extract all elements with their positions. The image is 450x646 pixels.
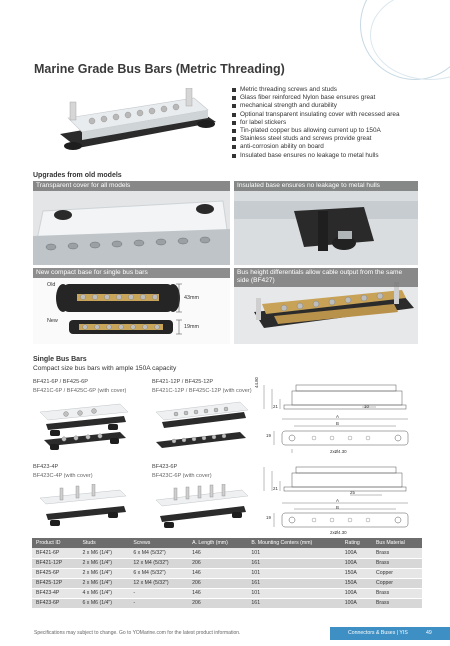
page-number: 49 (426, 630, 432, 636)
table-cell: 101 (247, 568, 340, 578)
table-cell: 100A (341, 598, 372, 608)
photo-height-differential (234, 268, 418, 344)
table-row (32, 568, 422, 578)
model-group (152, 463, 212, 481)
table-cell: 161 (247, 598, 340, 608)
table-cell: 100A (341, 548, 372, 558)
model-name-cover: BF421C-6P / BF425C-6P (with cover) (33, 388, 127, 394)
upgrades-heading: Upgrades from old models (33, 172, 122, 179)
feature-list (232, 86, 432, 160)
table-cell: 206 (188, 578, 247, 588)
dim-label: B (336, 505, 339, 510)
table-cell: BF425-6P (32, 568, 78, 578)
table-cell: 6 x M6 (1/4") (78, 598, 129, 608)
column-header: Studs (78, 538, 129, 548)
model-group (152, 378, 252, 396)
photo-caption: Insulated base ensures no leakage to metal hulls (234, 181, 418, 191)
dim-label: 44.80 (254, 377, 259, 388)
model-group (33, 463, 93, 481)
table-cell: 12 x M4 (5/32") (129, 558, 188, 568)
column-header: A. Length (mm) (188, 538, 247, 548)
table-header-row (32, 538, 422, 548)
photo-transparent-cover (33, 181, 230, 265)
label-old: Old (47, 282, 56, 288)
dimension-old: 43mm (184, 295, 199, 301)
specs-table (32, 538, 422, 609)
photo-compact-base (33, 268, 230, 344)
table-cell: 2 x M6 (1/4") (78, 548, 129, 558)
table-cell: 6 x M4 (5/32") (129, 568, 188, 578)
table-cell: BF425-12P (32, 578, 78, 588)
page-title: Marine Grade Bus Bars (Metric Threading) (34, 62, 285, 76)
table-cell: Brass (372, 548, 422, 558)
hero-product-image (48, 88, 218, 160)
dim-label: 2xØ4.30 (330, 530, 347, 535)
model-name: BF423-6P (152, 464, 178, 470)
feature-item: Metric threading screws and studs (232, 86, 432, 94)
table-row (32, 578, 422, 588)
table-cell: 12 x M4 (5/32") (129, 578, 188, 588)
table-cell: BF423-6P (32, 598, 78, 608)
feature-item: Optional transparent insulating cover with recessed area (232, 111, 432, 119)
feature-item-continuation: anti-corrosion ability on board (232, 143, 432, 151)
product-image-bf423-4p (36, 484, 132, 530)
photo-insulated-base-image (234, 181, 418, 265)
feature-item: Glass fiber reinforced Nylon base ensures great (232, 94, 432, 102)
feature-item: Insulated base ensures no leakage to metal hulls (232, 152, 432, 160)
dim-label: 19 (266, 515, 271, 520)
feature-item-continuation: for label stickers (232, 119, 432, 127)
column-header: Bus Material (372, 538, 422, 548)
single-bus-bars-subheading: Compact size bus bars with ample 150A capacity (33, 365, 177, 372)
dim-label: 10 (364, 404, 369, 409)
table-cell: 146 (188, 588, 247, 598)
feature-item: Tin-plated copper bus allowing current up to 150A (232, 127, 432, 135)
column-header: B. Mounting Centers (mm) (247, 538, 340, 548)
compact-base-comparison-image (33, 268, 230, 344)
table-cell: 150A (341, 568, 372, 578)
table-cell: 146 (188, 548, 247, 558)
label-new: New (47, 318, 58, 324)
model-name-cover: BF423C-4P (with cover) (33, 473, 93, 479)
photo-caption: New compact base for single bus bars (33, 268, 230, 278)
table-cell: 2 x M6 (1/4") (78, 578, 129, 588)
model-name-cover: BF421C-12P / BF425C-12P (with cover) (152, 388, 252, 394)
table-row (32, 598, 422, 608)
table-cell: Brass (372, 558, 422, 568)
single-bus-bars-heading: Single Bus Bars (33, 356, 87, 363)
table-cell: 100A (341, 588, 372, 598)
dim-label: 21 (273, 486, 278, 491)
model-name: BF421-12P / BF425-12P (152, 379, 214, 385)
model-group (33, 378, 126, 396)
table-cell: BF423-4P (32, 588, 78, 598)
table-cell: 146 (188, 568, 247, 578)
model-name-cover: BF423C-6P (with cover) (152, 473, 212, 479)
table-cell: BF421-12P (32, 558, 78, 568)
product-image-bf423-6p (152, 484, 252, 532)
table-cell: 161 (247, 578, 340, 588)
dim-label: 25 (350, 490, 355, 495)
product-image-bf421-12p (152, 398, 252, 458)
feature-item: Stainless steel studs and screws provide great (232, 135, 432, 143)
table-cell: 100A (341, 558, 372, 568)
photo-caption: Transparent cover for all models (33, 181, 230, 191)
model-name: BF423-4P (33, 464, 59, 470)
column-header: Screws (129, 538, 188, 548)
dim-label: 2xØ4.30 (330, 449, 347, 454)
column-header: Product ID (32, 538, 78, 548)
table-cell: 150A (341, 578, 372, 588)
table-row (32, 588, 422, 598)
table-row (32, 548, 422, 558)
footer-section-label: Connectors & Buses | YIS (348, 630, 408, 636)
dim-label: B (336, 421, 339, 426)
footer-disclaimer: Specifications may subject to change. Go to YOMarine.com for the latest product information. (34, 630, 241, 636)
table-cell: 2 x M6 (1/4") (78, 558, 129, 568)
table-cell: Brass (372, 598, 422, 608)
dimension-new: 19mm (184, 324, 199, 330)
table-cell: Copper (372, 568, 422, 578)
model-name: BF421-6P / BF425-6P (33, 379, 88, 385)
table-cell: 2 x M6 (1/4") (78, 568, 129, 578)
feature-item-continuation: mechanical strength and durability (232, 102, 432, 110)
table-cell: - (129, 598, 188, 608)
dim-label: 19 (266, 433, 271, 438)
table-cell: 206 (188, 598, 247, 608)
column-header: Rating (341, 538, 372, 548)
photo-transparent-cover-image (33, 181, 230, 265)
dim-label: 21 (273, 404, 278, 409)
photo-insulated-base (234, 181, 418, 265)
table-row (32, 558, 422, 568)
table-cell: 4 x M6 (1/4") (78, 588, 129, 598)
dim-label: A (336, 498, 339, 503)
table-cell: 206 (188, 558, 247, 568)
table-cell: 101 (247, 588, 340, 598)
dim-label: A (336, 414, 339, 419)
table-cell: - (129, 588, 188, 598)
table-cell: 6 x M4 (5/32") (129, 548, 188, 558)
table-cell: Copper (372, 578, 422, 588)
table-cell: Brass (372, 588, 422, 598)
table-cell: 101 (247, 548, 340, 558)
photo-caption: Bus height differentials allow cable output from the same side (BF427) (234, 268, 418, 287)
table-cell: BF421-6P (32, 548, 78, 558)
table-cell: 161 (247, 558, 340, 568)
product-image-bf421-6p-open (40, 428, 130, 456)
